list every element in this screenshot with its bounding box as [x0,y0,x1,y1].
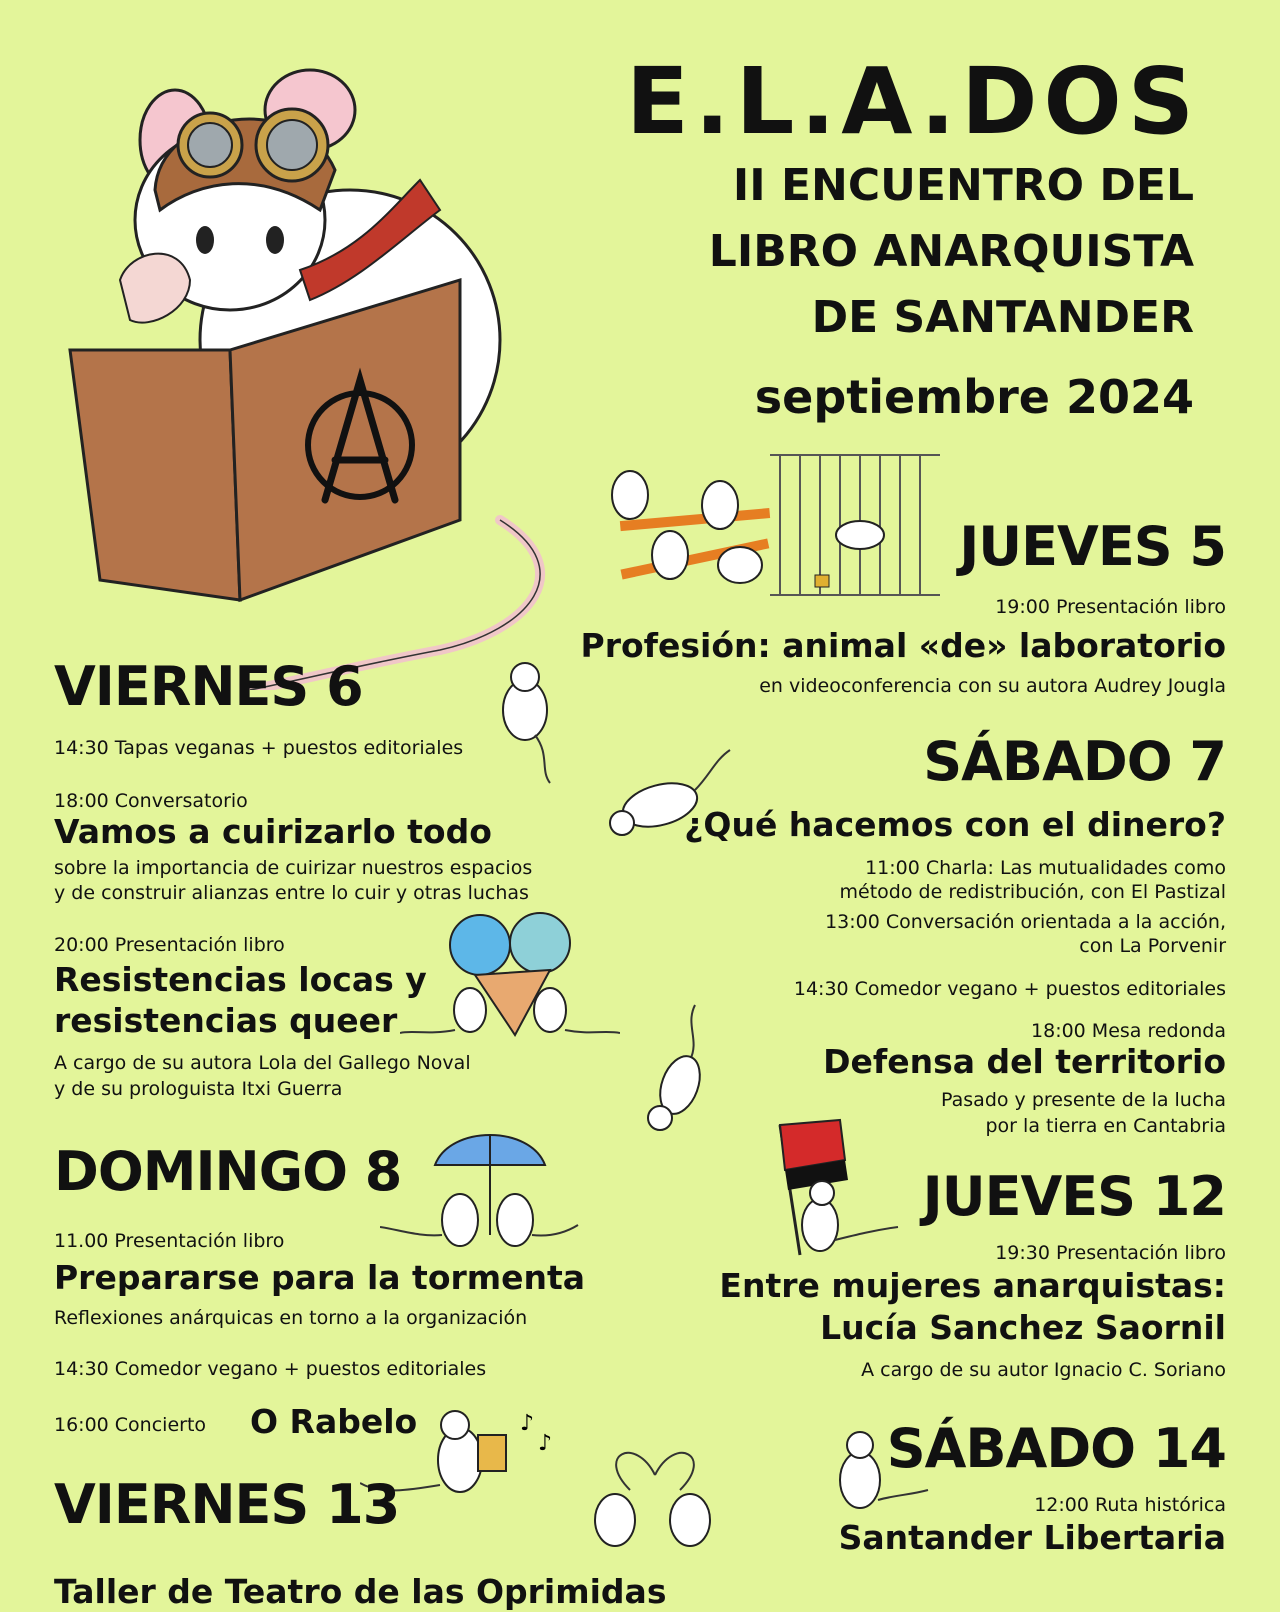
day-heading-domingo-8: DOMINGO 8 [54,1140,402,1203]
event-time: con La Porvenir [1079,935,1226,957]
day-heading-viernes-13: VIERNES 13 [54,1473,400,1536]
event-time: 18:00 Mesa redonda [1031,1020,1226,1042]
event-description: y de construir alianzas entre lo cuir y otras luchas [54,882,529,904]
event-title: Defensa del territorio [823,1042,1226,1081]
day-heading-viernes-6: VIERNES 6 [54,655,363,718]
svg-text:♪: ♪ [520,1411,535,1436]
event-time: 11:00 Charla: Las mutualidades como [865,857,1226,879]
poster-subtitle-line2: LIBRO ANARQUISTA [708,226,1194,277]
event-item: 14:30 Tapas veganas + puestos editoriales [54,737,464,759]
poster-title: E.L.A.DOS [625,48,1200,155]
day-heading-jueves-5: JUEVES 5 [959,515,1226,578]
event-title: ¿Qué hacemos con el dinero? [684,805,1226,844]
event-description: Pasado y presente de la lucha [941,1089,1226,1111]
event-time: 19:30 Presentación libro [995,1242,1226,1264]
event-description: sobre la importancia de cuirizar nuestros espacios [54,857,533,879]
event-title: Profesión: animal «de» laboratorio [580,626,1226,665]
event-time: 18:00 Conversatorio [54,790,248,812]
event-title: Lucía Sanchez Saornil [820,1308,1226,1347]
event-description: y de su prologuista Itxi Guerra [54,1078,343,1100]
poster-date: septiembre 2024 [754,370,1194,424]
event-title: resistencias queer [54,1001,398,1040]
event-description: en videoconferencia con su autora Audrey Jougla [759,675,1226,697]
event-time: 19:00 Presentación libro [995,596,1226,618]
poster-subtitle-line3: DE SANTANDER [811,292,1194,343]
day-heading-sabado-7: SÁBADO 7 [923,730,1226,793]
event-item: 14:30 Comedor vegano + puestos editoriales [54,1358,487,1380]
event-time: 16:00 Concierto [54,1414,207,1436]
ice-cream-rats-illustration [400,905,620,1045]
event-title: Taller de Teatro de las Oprimidas [54,1572,667,1611]
event-description: Reflexiones anárquicas en torno a la organización [54,1307,528,1329]
umbrella-rats-illustration [380,1125,580,1265]
event-time: método de redistribución, con El Pastizal [839,881,1226,903]
event-description: por la tierra en Cantabria [985,1115,1226,1137]
day-heading-sabado-14: SÁBADO 14 [886,1417,1226,1480]
climbing-rat-icon [635,1000,725,1140]
event-description: A cargo de su autor Ignacio C. Soriano [861,1359,1226,1381]
heart-tail-rats-illustration [575,1435,735,1555]
lab-rats-cage-illustration [600,445,960,625]
event-time: 12:00 Ruta histórica [1034,1494,1226,1516]
event-title: Resistencias locas y [54,960,427,999]
day-heading-jueves-12: JUEVES 12 [922,1165,1226,1228]
event-time: 13:00 Conversación orientada a la acción, [825,911,1226,933]
event-time: 20:00 Presentación libro [54,934,285,956]
reading-rat-illustration [60,50,580,690]
event-title: Santander Libertaria [838,1518,1226,1557]
poster-subtitle-line1: II ENCUENTRO DEL [732,160,1194,211]
event-title: Entre mujeres anarquistas: [719,1266,1226,1305]
event-item: 14:30 Comedor vegano + puestos editoriales [793,978,1226,1000]
svg-text:♪: ♪ [538,1431,553,1456]
event-title: Prepararse para la tormenta [54,1258,586,1297]
event-title: O Rabelo [250,1402,418,1441]
event-time: 11.00 Presentación libro [54,1230,285,1252]
flag-rat-illustration [760,1115,900,1265]
dancing-rat-icon [480,655,570,785]
event-title: Vamos a cuirizarlo todo [54,812,492,851]
event-description: A cargo de su autora Lola del Gallego Noval [54,1052,471,1074]
